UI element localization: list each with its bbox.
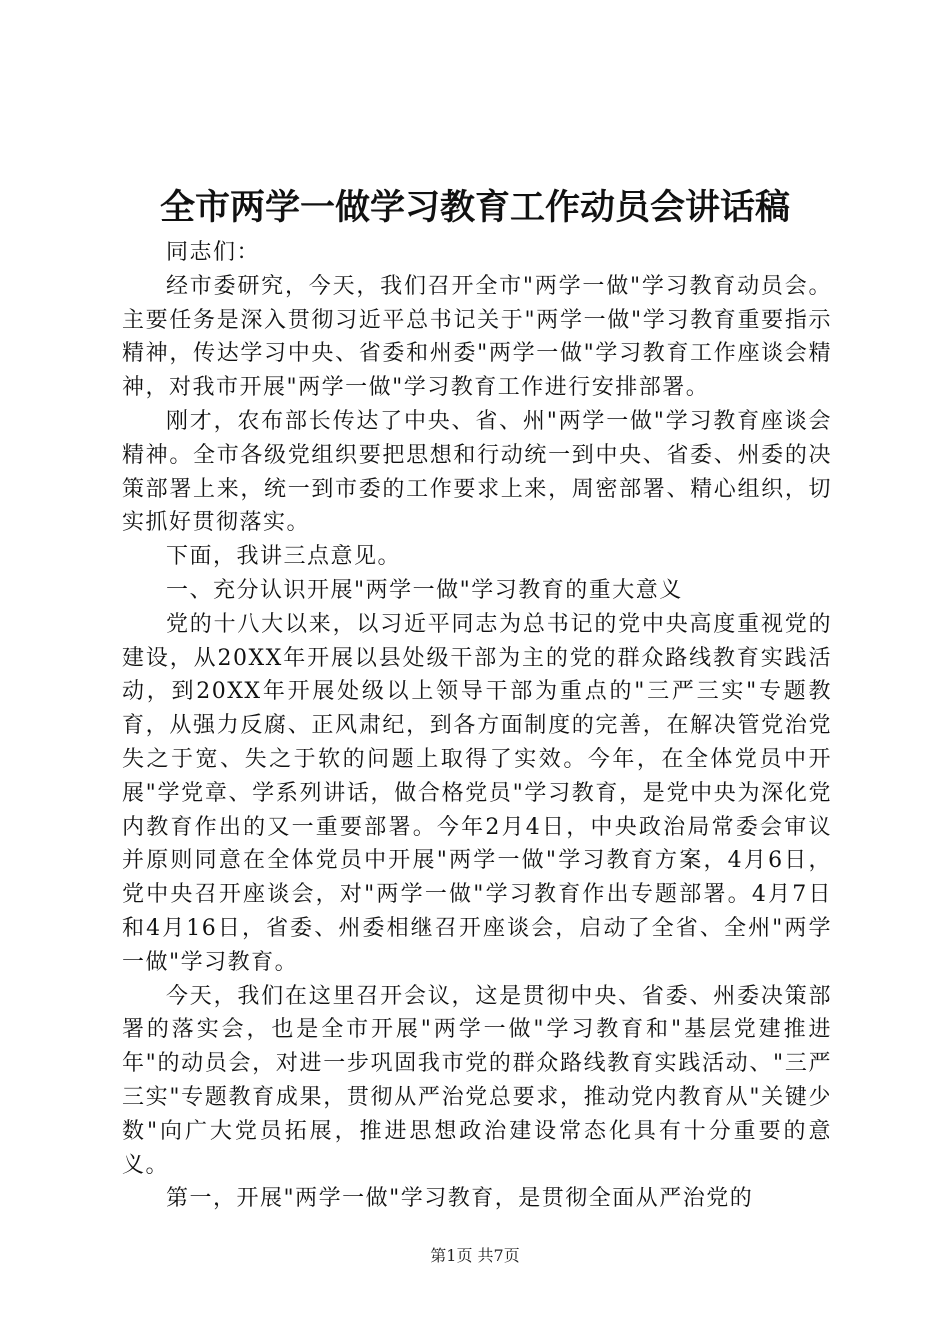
paragraph: 第一，开展"两学一做"学习教育，是贯彻全面从严治党的	[166, 1186, 754, 1212]
document-body	[122, 236, 832, 1216]
paragraph: 刚才，农布部长传达了中央、省、州"两学一做"学习教育座谈会精神。全市各级党组织要把思想和行动统一到中央、省委、州委的决策部署上来，统一到市委的工作要求上来，周密部署、精心组织，切实抓好贯彻落实。	[122, 408, 832, 536]
paragraph: 今天，我们在这里召开会议，这是贯彻中央、省委、州委决策部署的落实会，也是全市开展"两学一做"学习教育和"基层党建推进年"的动员会，对进一步巩固我市党的群众路线教育实践活动、"三严三实"专题教育成果，贯彻从严治党总要求，推动党内教育从"关键少数"向广大党员拓展，推进思想政治建设常态化具有十分重要的意义。	[122, 983, 832, 1178]
paragraph-salutation: 同志们：	[166, 240, 261, 265]
section-heading: 一、充分认识开展"两学一做"学习教育的重大意义	[166, 577, 683, 603]
document-title: 全市两学一做学习教育工作动员会讲话稿	[159, 187, 790, 228]
paragraph: 党的十八大以来，以习近平同志为总书记的党中央高度重视党的建设，从20XX年开展以县处级干部为主的党的群众路线教育实践活动，到20XX年开展处级以上领导干部为重点的"三严三实"专题教育，从强力反腐、正风肃纪，到各方面制度的完善，在解决管党治党失之于宽、失之于软的问题上取得了实效。今年，在全体党员中开展"学党章、学系列讲话，做合格党员"学习教育，是党中央为深化党内教育作出的又一重要部署。今年2月4日，中央政治局常委会审议并原则同意在全体党员中开展"两学一做"学习教育方案，4月6日，党中央召开座谈会，对"两学一做"学习教育作出专题部署。4月7日和4月16日，省委、州委相继召开座谈会，启动了全省、全州"两学一做"学习教育。	[122, 611, 832, 975]
paragraph: 下面，我讲三点意见。	[166, 544, 402, 570]
page-number: 第1页 共7页	[430, 1246, 520, 1265]
paragraph: 经市委研究，今天，我们召开全市"两学一做"学习教育动员会。主要任务是深入贯彻习近平总书记关于"两学一做"学习教育重要指示精神，传达学习中央、省委和州委"两学一做"学习教育工作座谈会精神，对我市开展"两学一做"学习教育工作进行安排部署。	[122, 273, 832, 401]
